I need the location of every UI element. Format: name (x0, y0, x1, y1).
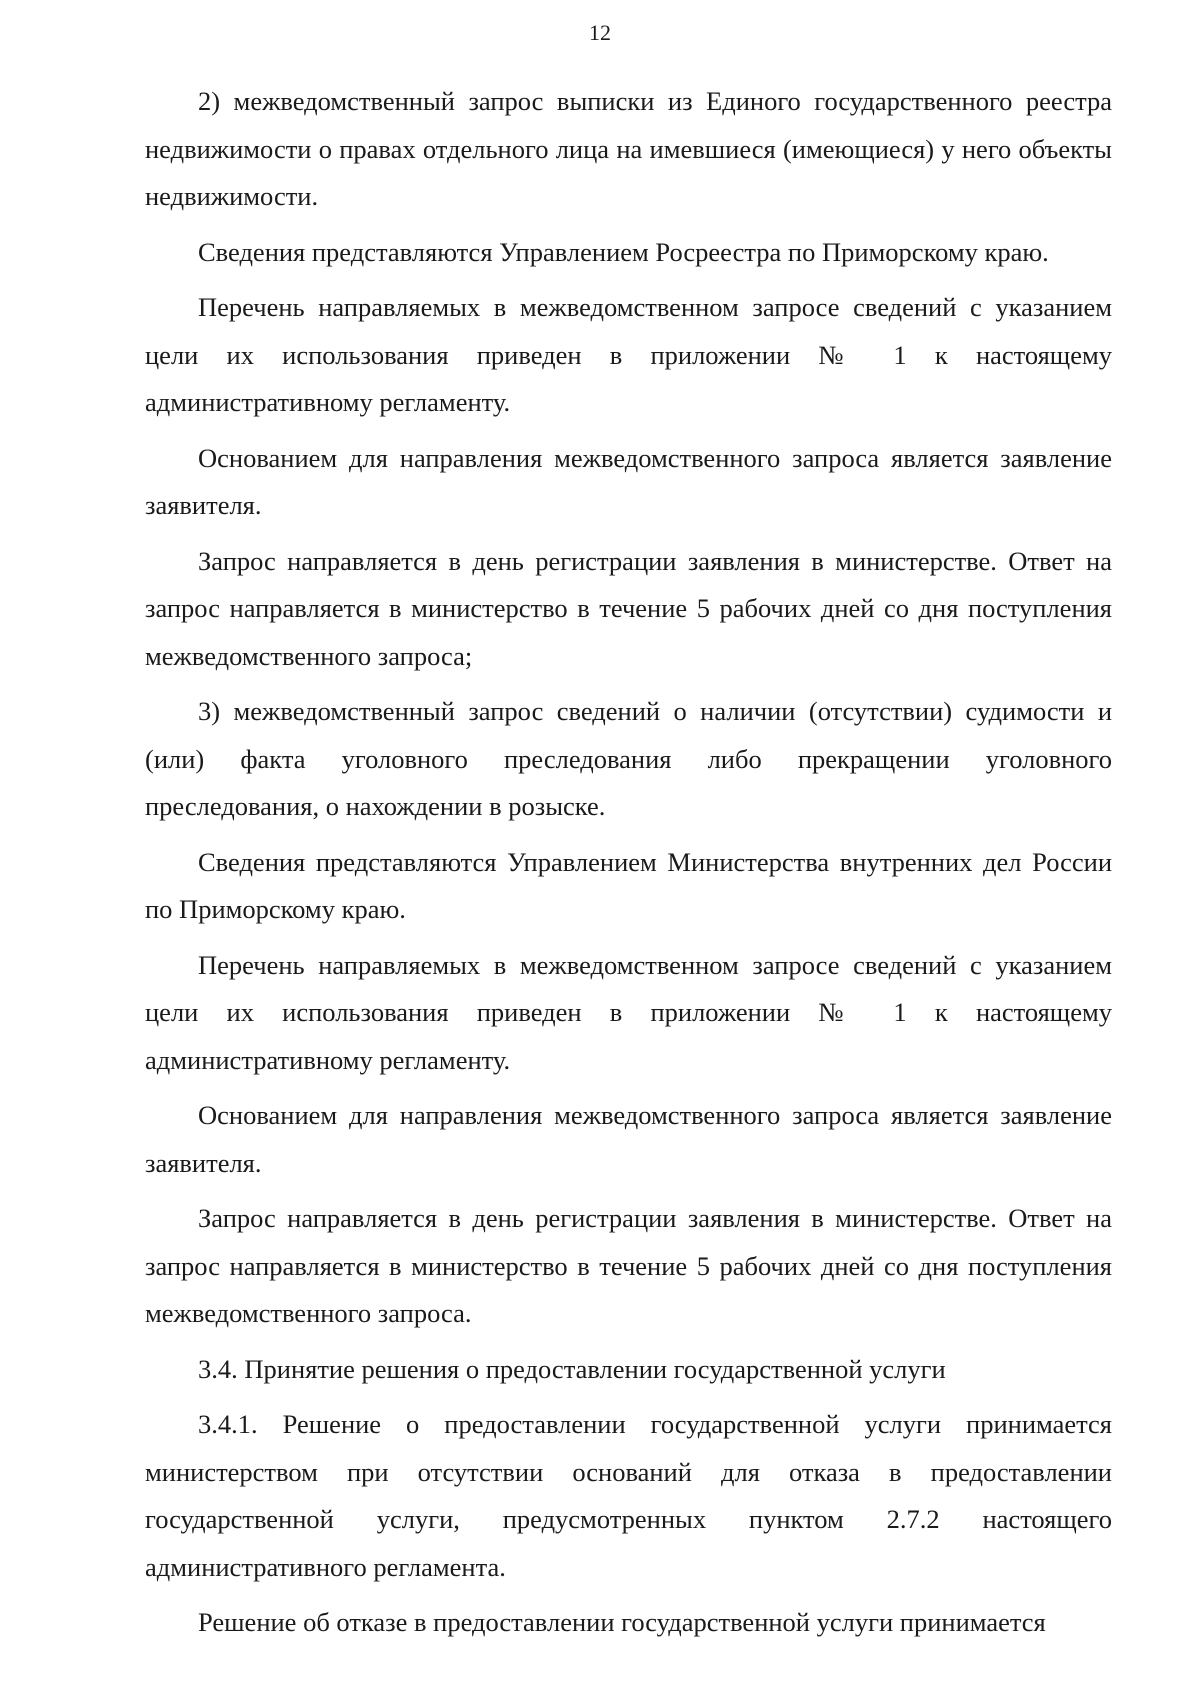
paragraph-mvd-source: Сведения представляются Управлением Министерства внутренних дел России по Приморскому краю. (145, 846, 1112, 924)
paragraph-basis-for-request: Основанием для направления межведомственного запроса является заявление заявителя. (145, 442, 1112, 520)
paragraph-list-of-data: Перечень направляемых в межведомственном запросе сведений с указанием цели их использования приведен в приложении № 1 к настоящему административному регламенту. (145, 292, 1112, 417)
page-number: 12 (589, 20, 611, 45)
paragraph-list-of-data-2: Перечень направляемых в межведомственном запросе сведений с указанием цели их использования приведен в приложении № 1 к настоящему административному регламенту. (145, 949, 1112, 1075)
paragraph-basis-for-request-2: Основанием для направления межведомственного запроса является заявление заявителя. (145, 1100, 1112, 1178)
paragraph-item-3-criminal-record-request: 3) межведомственный запрос сведений о наличии (отсутствии) судимости и (или) факта уголовного преследования либо прекращении уголовного преследования, о нахождении в розыске. (145, 696, 1112, 821)
paragraph-rosreestr-source: Сведения представляются Управлением Росреестра по Приморскому краю. (198, 236, 1049, 267)
section-heading-3-4: 3.4. Принятие решения о предоставлении государственной услуги (198, 1353, 946, 1384)
paragraph-request-timing: Запрос направляется в день регистрации заявления в министерстве. Ответ на запрос направляется в министерство в течение 5 рабочих дней со дня поступления межведомственного запроса; (145, 545, 1112, 671)
document-body (145, 78, 1112, 1655)
paragraph-item-2-egrn-request: 2) межведомственный запрос выписки из Единого государственного реестра недвижимости о правах отдельного лица на имевшиеся (имеющиеся) у него объекты недвижимости. (145, 86, 1112, 211)
paragraph-3-4-1-decision: 3.4.1. Решение о предоставлении государственной услуги принимается министерством при отсутствии оснований для отказа в предоставлении государственной услуги, предусмотренных пунктом 2.7.2 настоящего административного регламента. (145, 1409, 1112, 1582)
paragraph-request-timing-2: Запрос направляется в день регистрации заявления в министерстве. Ответ на запрос направляется в министерство в течение 5 рабочих дней со дня поступления межведомственного запроса. (145, 1203, 1112, 1328)
paragraph-refusal-decision: Решение об отказе в предоставлении государственной услуги принимается (198, 1607, 1046, 1637)
